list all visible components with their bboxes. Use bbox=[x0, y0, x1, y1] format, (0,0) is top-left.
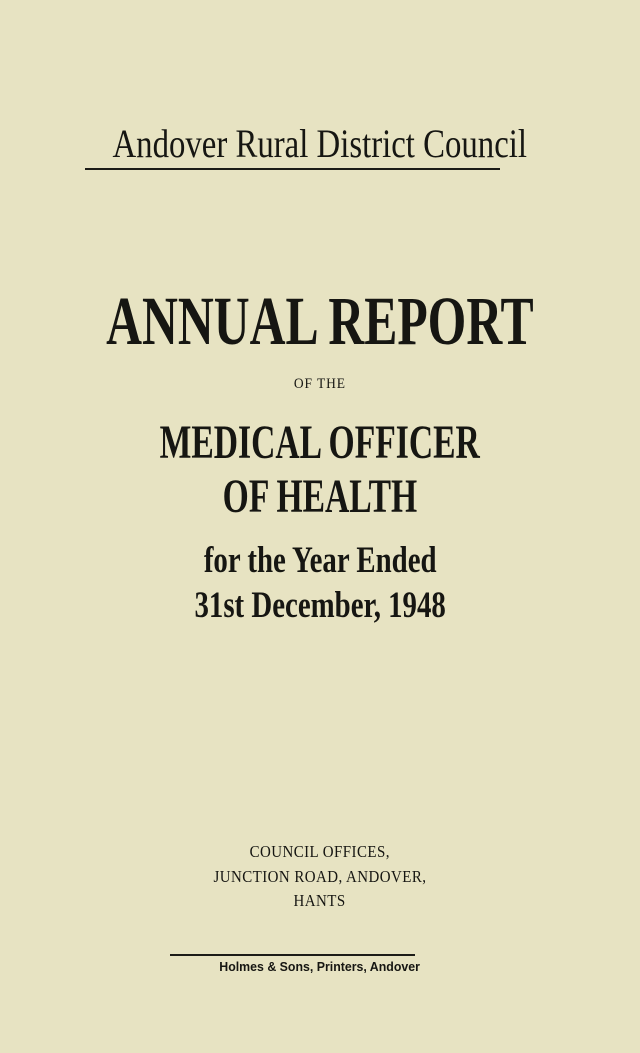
council-underline-rule bbox=[85, 168, 500, 170]
report-title-text: ANNUAL REPORT bbox=[106, 283, 534, 359]
address-line2 bbox=[0, 868, 640, 885]
address-line2-text: JUNCTION ROAD, ANDOVER, bbox=[213, 867, 427, 886]
period-line2 bbox=[0, 587, 640, 624]
period-line1-text: for the Year Ended bbox=[203, 540, 437, 581]
printer-imprint-text: Holmes & Sons, Printers, Andover bbox=[219, 959, 421, 974]
report-title bbox=[0, 283, 640, 359]
subject-line1-text: MEDICAL OFFICER bbox=[159, 416, 481, 469]
printer-rule bbox=[170, 954, 415, 956]
printer-imprint bbox=[0, 960, 640, 973]
subject-line2-text: OF HEALTH bbox=[222, 470, 418, 523]
address-line1-text: COUNCIL OFFICES, bbox=[249, 842, 391, 861]
of-the-text: OF THE bbox=[293, 376, 347, 392]
council-name-text: Andover Rural District Council bbox=[112, 121, 528, 166]
address-line3-text: HANTS bbox=[293, 891, 347, 910]
period-line2-text: 31st December, 1948 bbox=[194, 585, 446, 626]
address-line1 bbox=[0, 843, 640, 860]
address-line3 bbox=[0, 892, 640, 909]
period-line1 bbox=[0, 542, 640, 579]
subject-heading-line1 bbox=[0, 416, 640, 469]
council-name-heading bbox=[0, 121, 640, 166]
of-the-label bbox=[0, 377, 640, 392]
subject-heading-line2 bbox=[0, 470, 640, 523]
